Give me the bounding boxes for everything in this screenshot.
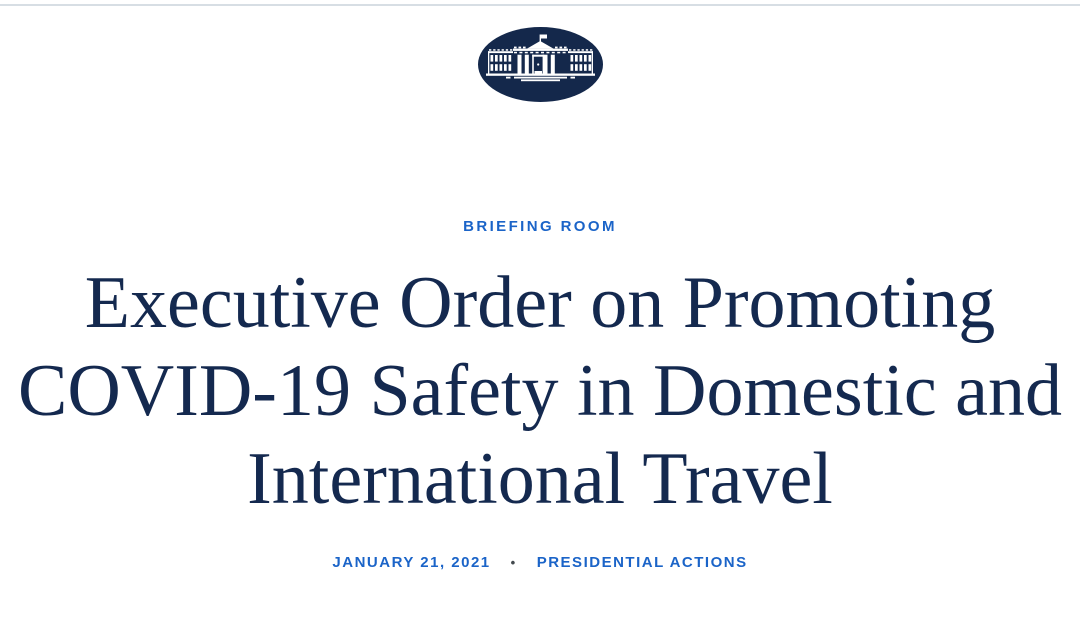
whitehouse-seal-icon	[478, 27, 603, 102]
article-date: JANUARY 21, 2021	[332, 554, 491, 571]
top-divider	[0, 4, 1080, 6]
presidential-actions-link[interactable]: PRESIDENTIAL ACTIONS	[536, 554, 748, 571]
eyebrow-row	[0, 102, 1080, 236]
briefing-room-page	[0, 27, 1080, 571]
whitehouse-logo-link[interactable]	[478, 27, 603, 102]
article-meta	[0, 554, 1080, 571]
briefing-room-link[interactable]: BRIEFING ROOM	[463, 218, 617, 235]
dot-separator-icon: •	[510, 555, 517, 570]
page-title: Executive Order on Promoting COVID-19 Safety in Domestic and International Travel	[17, 262, 1063, 520]
